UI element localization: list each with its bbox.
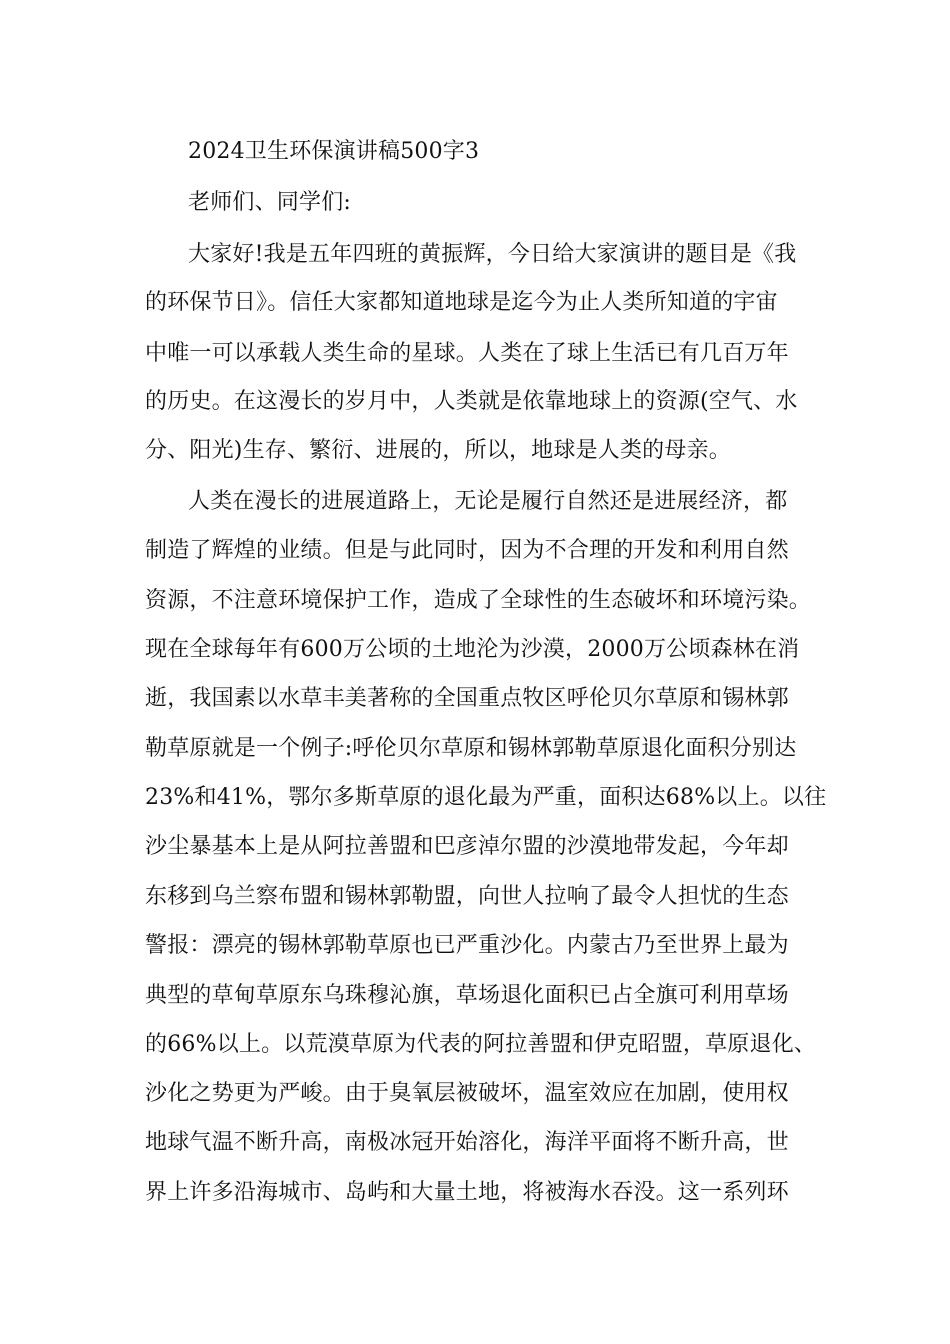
paragraph-line: 现在全球每年有600万公顷的土地沦为沙漠，2000万公顷森林在消: [145, 637, 800, 662]
paragraph-line: 东移到乌兰察布盟和锡林郭勒盟，向世人拉响了最令人担忧的生态: [145, 884, 789, 909]
paragraph-line: 勒草原就是一个例子:呼伦贝尔草原和锡林郭勒草原退化面积分别达: [145, 736, 797, 761]
paragraph-line: 资源，不注意环境保护工作，造成了全球性的生态破坏和环境污染。: [145, 588, 812, 613]
paragraph-line: 大家好!我是五年四班的黄振辉，今日给大家演讲的题目是《我: [188, 242, 797, 267]
paragraph-line: 中唯一可以承载人类生命的星球。人类在了球上生活已有几百万年: [145, 341, 789, 366]
paragraph-line: 23%和41%，鄂尔多斯草原的退化最为严重，面积达68%以上。以往: [145, 785, 827, 810]
document-title: 2024卫生环保演讲稿500字3: [188, 139, 480, 164]
paragraph-line: 的66%以上。以荒漠草原为代表的阿拉善盟和伊克昭盟，草原退化、: [145, 1032, 817, 1057]
paragraph-line: 的历史。在这漫长的岁月中，人类就是依靠地球上的资源(空气、水: [145, 389, 798, 414]
paragraph-line: 沙尘暴基本上是从阿拉善盟和巴彦淖尔盟的沙漠地带发起，今年却: [145, 834, 789, 859]
paragraph-line: 制造了辉煌的业绩。但是与此同时，因为不合理的开发和利用自然: [145, 538, 789, 563]
paragraph-line: 典型的草甸草原东乌珠穆沁旗，草场退化面积已占全旗可利用草场: [145, 983, 789, 1008]
paragraph-line: 的环保节日》。信任大家都知道地球是迄今为止人类所知道的宇宙: [145, 290, 778, 315]
paragraph-line: 逝，我国素以水草丰美著称的全国重点牧区呼伦贝尔草原和锡林郭: [145, 686, 789, 711]
paragraph-line: 人类在漫长的进展道路上，无论是履行自然还是进展经济，都: [188, 489, 788, 514]
paragraph-line: 沙化之势更为严峻。由于臭氧层被破坏，温室效应在加剧，使用权: [145, 1081, 789, 1106]
paragraph-line: 分、阳光)生存、繁衍、进展的，所以，地球是人类的母亲。: [145, 438, 731, 463]
paragraph-line: 警报：漂亮的锡林郭勒草原也已严重沙化。内蒙古乃至世界上最为: [145, 933, 789, 958]
salutation: 老师们、同学们:: [188, 190, 352, 215]
paragraph-line: 界上许多沿海城市、岛屿和大量土地，将被海水吞没。这一系列环: [145, 1180, 789, 1205]
paragraph-line: 地球气温不断升高，南极冰冠开始溶化，海洋平面将不断升高，世: [145, 1130, 789, 1155]
